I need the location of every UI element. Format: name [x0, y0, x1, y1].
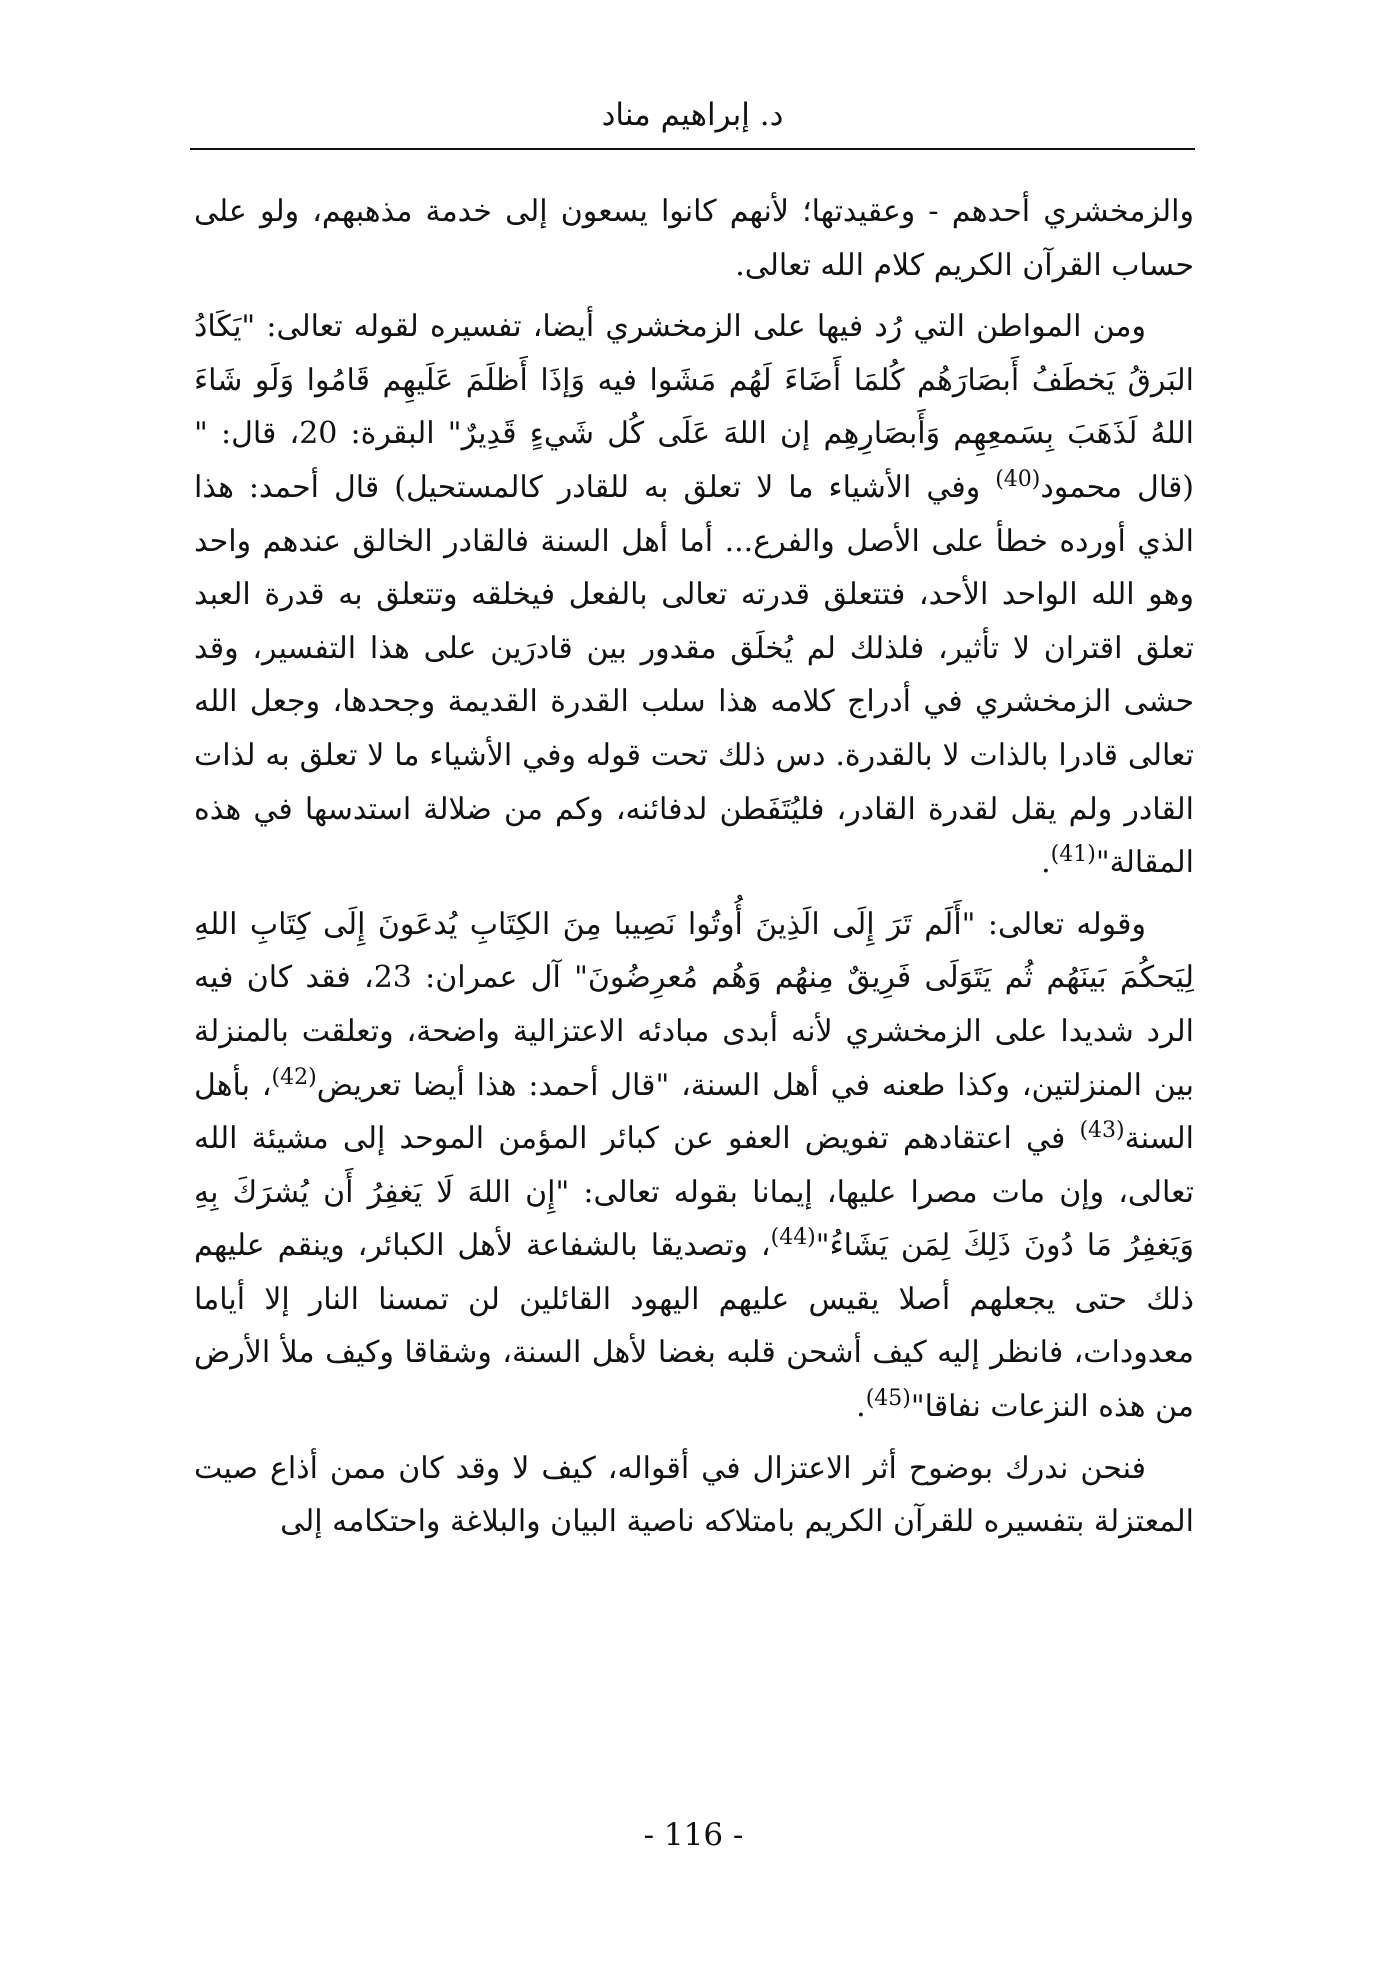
paragraph	[194, 185, 1194, 292]
body-text	[194, 185, 1194, 1557]
paragraph	[194, 898, 1194, 1434]
paragraph	[194, 1442, 1194, 1549]
paragraph	[194, 300, 1194, 890]
paragraph-text: .	[1041, 845, 1051, 881]
paragraph-text: ، بأهل السنة	[194, 1067, 1194, 1157]
footnote-marker: (44)	[770, 1225, 816, 1251]
paragraph-text: .	[856, 1389, 866, 1425]
paragraph-text: وقوله تعالى: "أَلَم تَرَ إِلَى الَذِينَ أُوتُوا نَصِيبا مِنَ الكِتَابِ يُدعَونَ إِلَى كِتَابِ اللهِ لِيَحكُمَ بَينَهُم ثُم يَتَوَلَى فَرِيقٌ مِنهُم وَهُم مُعرِضُونَ" آل عمران: 23، فقد كان فيه الرد شديدا على الزمخشري لأنه أبدى مبادئه الاعتزالية واضحة، وتعلقت بالمنزلة بين المنزلتين، وكذا طعنه في أهل السنة، "قال أحمد: هذا أيضا تعريض	[194, 906, 1195, 1103]
running-header-author: د. إبراهيم مناد	[601, 97, 784, 133]
paragraph-text: وفي الأشياء ما لا تعلق به للقادر كالمستحيل) قال أحمد: هذا الذي أورده خطأ على الأصل والفرع... أما أهل السنة فالقادر الخالق عندهم واحد وهو الله الواحد الأحد، فتتعلق قدرته تعالى بالفعل فيخلقه وتتعلق به قدرة العبد تعلق اقتران لا تأثير، فلذلك لم يُخلَق مقدور بين قادرَين على هذا التفسير، وقد حشى الزمخشري في أدراج كلامه هذا سلب القدرة القديمة وجحدها، وجعل الله تعالى قادرا بالذات لا بالقدرة. دس ذلك تحت قوله وفي الأشياء ما لا تعلق به لذات القادر ولم يقل لقدرة القادر، فليُتَفَطن لدفائنه، وكم من ضلالة استدسها في هذه المقالة"	[194, 469, 1194, 881]
footnote-marker: (45)	[865, 1386, 911, 1412]
paragraph-text: فنحن ندرك بوضوح أثر الاعتزال في أقواله، كيف لا وقد كان ممن أذاع صيت المعتزلة بتفسيره للقرآن الكريم بامتلاكه ناصية البيان والبلاغة واحتكامه إلى	[194, 1450, 1194, 1540]
paragraph-text: ، وتصديقا بالشفاعة لأهل الكبائر، وينقم عليهم ذلك حتى يجعلهم أصلا يقيس عليهم اليهود القائلين لن تمسنا النار إلا أياما معدودات، فانظر إليه كيف أشحن قلبه بغضا لأهل السنة، وشقاقا وكيف ملأ الأرض من هذه النزعات نفاقا"	[194, 1228, 1194, 1425]
footnote-marker: (42)	[271, 1064, 317, 1090]
page-number: - 116 -	[643, 1817, 744, 1853]
paragraph-text: في اعتقادهم تفويض العفو عن كبائر المؤمن الموحد إلى مشيئة الله تعالى، وإن مات مصرا عليها، إيمانا بقوله تعالى: "إِن اللهَ لَا يَغفِرُ أَن يُشرَكَ بِهِ وَيَغفِرُ مَا دُونَ ذَلِكَ لِمَن يَشَاءُ"	[194, 1121, 1194, 1264]
footnote-marker: (43)	[1079, 1118, 1125, 1144]
footnote-marker: (41)	[1050, 842, 1096, 868]
footnote-marker: (40)	[995, 466, 1041, 492]
paragraph-text: ومن المواطن التي رُد فيها على الزمخشري أيضا، تفسيره لقوله تعالى: "يَكَادُ البَرقُ يَخطَفُ أَبصَارَهُم كُلمَا أَضَاءَ لَهُم مَشَوا فيه وَإذَا أَظلَمَ عَلَيهِم قَامُوا وَلَو شَاءَ اللهُ لَذَهَبَ بِسَمعِهِم وَأَبصَارِهِم إن اللهَ عَلَى كُل شَيءٍ قَدِيرٌ" البقرة: 20، قال: "(قال محمود	[194, 309, 1195, 505]
header-rule	[190, 148, 1195, 150]
paragraph-text: والزمخشري أحدهم - وعقيدتها؛ لأنهم كانوا يسعون إلى خدمة مذهبهم، ولو على حساب القرآن الكريم كلام الله تعالى.	[194, 194, 1194, 283]
